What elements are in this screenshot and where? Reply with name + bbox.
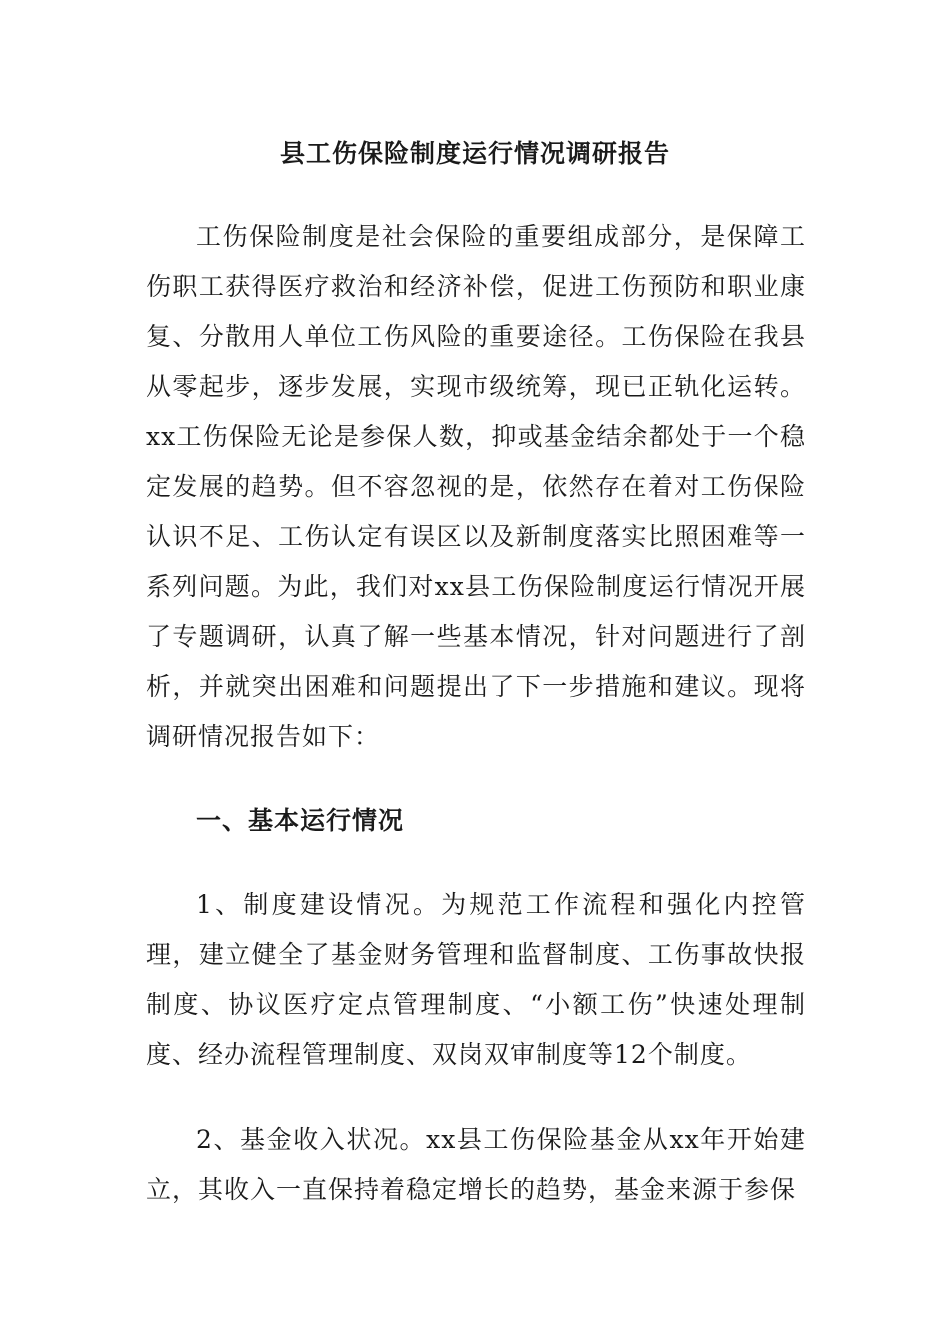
intro-paragraph: 工伤保险制度是社会保险的重要组成部分，是保障工伤职工获得医疗救治和经济补偿，促进工伤预防和职业康复、分散用人单位工伤风险的重要途径。工伤保险在我县从零起步，逐步发展，实现市级统筹，现已正轨化运转。xx工伤保险无论是参保人数，抑或基金结余都处于一个稳定发展的趋势。但不容忽视的是，依然存在着对工伤保险认识不足、工伤认定有误区以及新制度落实比照困难等一系列问题。为此，我们对xx县工伤保险制度运行情况开展了专题调研，认真了解一些基本情况，针对问题进行了剖析，并就突出困难和问题提出了下一步措施和建议。现将调研情况报告如下：: [146, 222, 806, 751]
section-heading-basic-operation: 一、基本运行情况: [196, 806, 405, 835]
paragraph-system-construction: 1、制度建设情况。为规范工作流程和强化内控管理，建立健全了基金财务管理和监督制度、工伤事故快报制度、协议医疗定点管理制度、“小额工伤”快速处理制度、经办流程管理制度、双岗双审制度等12个制度。: [146, 890, 806, 1069]
paragraph-fund-income: 2、基金收入状况。xx县工伤保险基金从xx年开始建立，其收入一直保持着稳定增长的趋势，基金来源于参保: [146, 1125, 806, 1204]
document-title: 县工伤保险制度运行情况调研报告: [279, 139, 670, 168]
